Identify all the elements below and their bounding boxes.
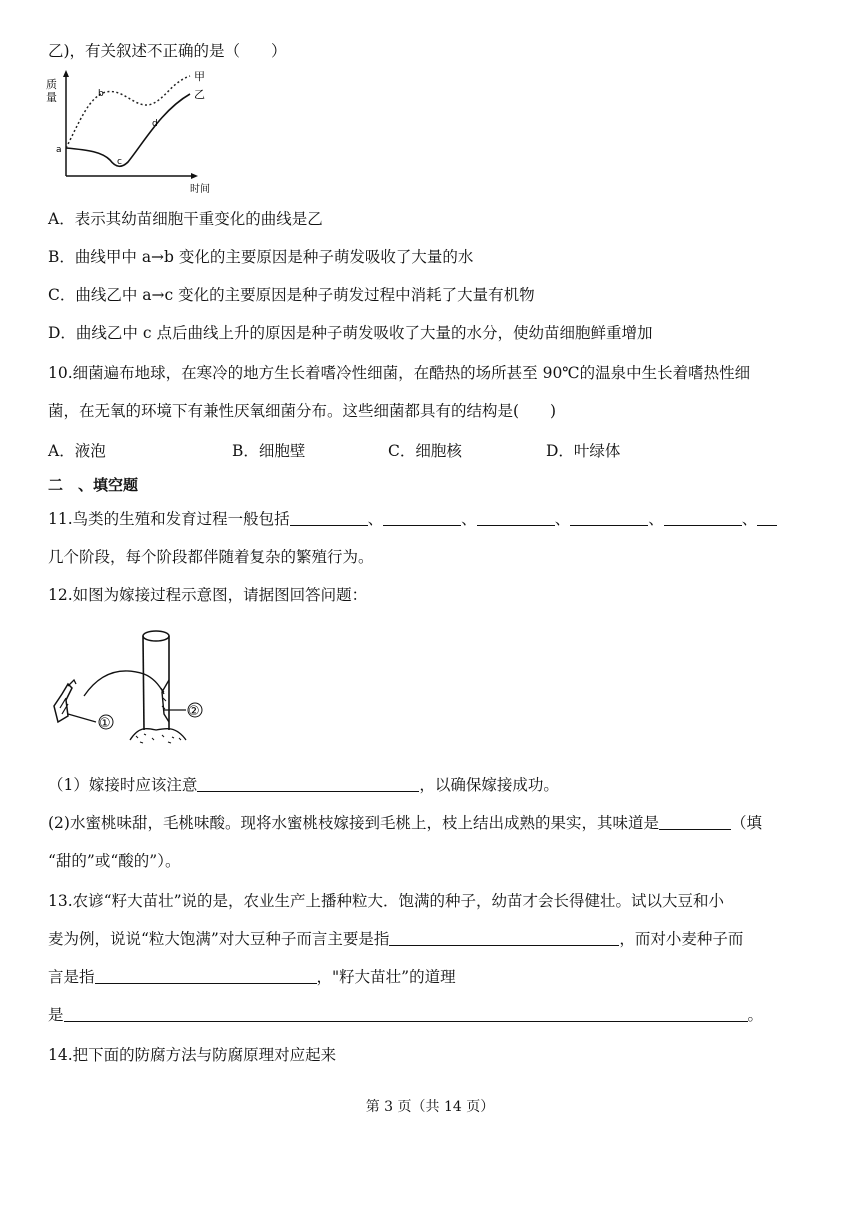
q11-sep-4: 、 <box>648 510 664 528</box>
y-axis-label-2: 量 <box>46 91 57 104</box>
stock-left-edge <box>143 636 144 730</box>
q10-stem-line2: 菌，在无氧的环境下有兼性厌氧细菌分布。这些细菌都具有的结构是( ) <box>48 402 557 420</box>
q12-grafting-figure <box>44 622 219 752</box>
page-footer: 第 3 页（共 14 页） <box>365 1099 495 1115</box>
soil <box>130 729 186 740</box>
q13-line4 <box>48 1004 763 1026</box>
point-label-c: c <box>117 157 122 167</box>
point-label-a: a <box>56 145 62 155</box>
q13-line4-prefix: 是 <box>48 1006 64 1024</box>
point-label-b: b <box>98 89 104 99</box>
q13-line3 <box>48 966 456 988</box>
curve-jia <box>66 76 190 148</box>
y-axis-label-1: 质 <box>46 78 57 91</box>
soil-texture <box>136 734 181 743</box>
label-2: ② <box>188 704 200 719</box>
q11-sep-3: 、 <box>554 510 571 528</box>
curve-label-jia: 甲 <box>194 70 205 83</box>
q12-part2-blank[interactable] <box>659 813 731 830</box>
q13-line3-suffix: ，"籽大苗壮”的道理 <box>316 968 456 986</box>
q11-sep-5: 、 <box>741 510 758 528</box>
q11-blank-6[interactable] <box>757 509 777 526</box>
q11-sep-1: 、 <box>367 510 384 528</box>
q11-prefix: 11.鸟类的生殖和发育过程一般包括 <box>48 510 290 528</box>
label1-leader <box>68 714 96 722</box>
q11-blank-2[interactable] <box>383 509 461 526</box>
point-label-d: d <box>152 119 158 129</box>
q12-part2-line2: “甜的”或“酸的”）。 <box>48 852 181 870</box>
scion-bud <box>68 680 76 686</box>
q9-option-c: C．曲线乙中 a→c 变化的主要原因是种子萌发过程中消耗了大量有机物 <box>48 286 535 304</box>
q12-part2-line1 <box>48 812 762 834</box>
curve-yi <box>66 94 190 166</box>
q13-blank-2[interactable] <box>95 967 317 984</box>
q11-blank-4[interactable] <box>570 509 648 526</box>
q13-blank-1[interactable] <box>389 929 619 946</box>
q11-line2: 几个阶段，每个阶段都伴随着复杂的繁殖行为。 <box>48 548 374 566</box>
q11-blank-5[interactable] <box>664 509 742 526</box>
q11-sep-2: 、 <box>461 510 477 528</box>
q12-stem: 12.如图为嫁接过程示意图，请据图回答问题： <box>48 586 368 604</box>
q13-line1: 13.农谚“籽大苗壮”说的是，农业生产上播种粒大．饱满的种子，幼苗才会长得健壮。试以大豆和小 <box>48 892 725 910</box>
q10-option-c: C．细胞核 <box>388 442 462 460</box>
q13-line4-suffix: 。 <box>747 1006 764 1024</box>
q11-blank-1[interactable] <box>290 509 368 526</box>
q12-part2-prefix: (2)水蜜桃味甜，毛桃味酸。现将水蜜桃枝嫁接到毛桃上，枝上结出成熟的果实，其味道是 <box>48 814 659 832</box>
q11-line1 <box>48 508 777 530</box>
q14-stem: 14.把下面的防腐方法与防腐原理对应起来 <box>48 1046 337 1064</box>
q13-line3-prefix: 言是指 <box>48 968 95 986</box>
q9-stem-tail: 乙)，有关叙述不正确的是（ ） <box>48 42 287 60</box>
graft-arrow-curve <box>84 671 164 696</box>
q13-blank-3[interactable] <box>64 1005 748 1022</box>
q10-option-b: B．细胞壁 <box>232 442 306 460</box>
section-title-fill-in: 二 、填空题 <box>48 476 139 494</box>
label-1: ① <box>99 716 111 731</box>
q12-part1-blank[interactable] <box>197 775 419 792</box>
curve-label-yi: 乙 <box>194 88 205 101</box>
q10-option-d: D．叶绿体 <box>546 442 621 460</box>
q12-part1-prefix: （1）嫁接时应该注意 <box>48 776 198 794</box>
q12-part1-suffix: ，以确保嫁接成功。 <box>419 776 559 794</box>
q9-option-a: A．表示其幼苗细胞干重变化的曲线是乙 <box>48 210 323 228</box>
q9-option-b: B．曲线甲中 a→b 变化的主要原因是种子萌发吸收了大量的水 <box>48 248 474 266</box>
q9-option-d: D．曲线乙中 c 点后曲线上升的原因是种子萌发吸收了大量的水分，使幼苗细胞鲜重增加 <box>48 324 653 342</box>
q12-part1 <box>48 774 559 796</box>
q10-stem-line1: 10.细菌遍布地球，在寒冷的地方生长着嗜冷性细菌，在酷热的场所甚至 90℃的温泉中生长着嗜热性细 <box>48 364 751 382</box>
y-axis-arrow <box>63 70 69 77</box>
q13-line2-suffix: ，而对小麦种子而 <box>619 930 744 948</box>
x-axis-arrow <box>191 173 198 179</box>
q13-line2-prefix: 麦为例，说说“粒大饱满”对大豆种子而言主要是指 <box>48 930 390 948</box>
stock-top <box>143 631 169 641</box>
q12-part2-suffix: （填 <box>730 814 762 832</box>
q9-growth-curve-figure <box>44 68 219 196</box>
q11-blank-3[interactable] <box>477 509 555 526</box>
q10-option-a: A．液泡 <box>48 442 106 460</box>
x-axis-label: 时间 <box>190 184 210 195</box>
q13-line2 <box>48 928 743 950</box>
